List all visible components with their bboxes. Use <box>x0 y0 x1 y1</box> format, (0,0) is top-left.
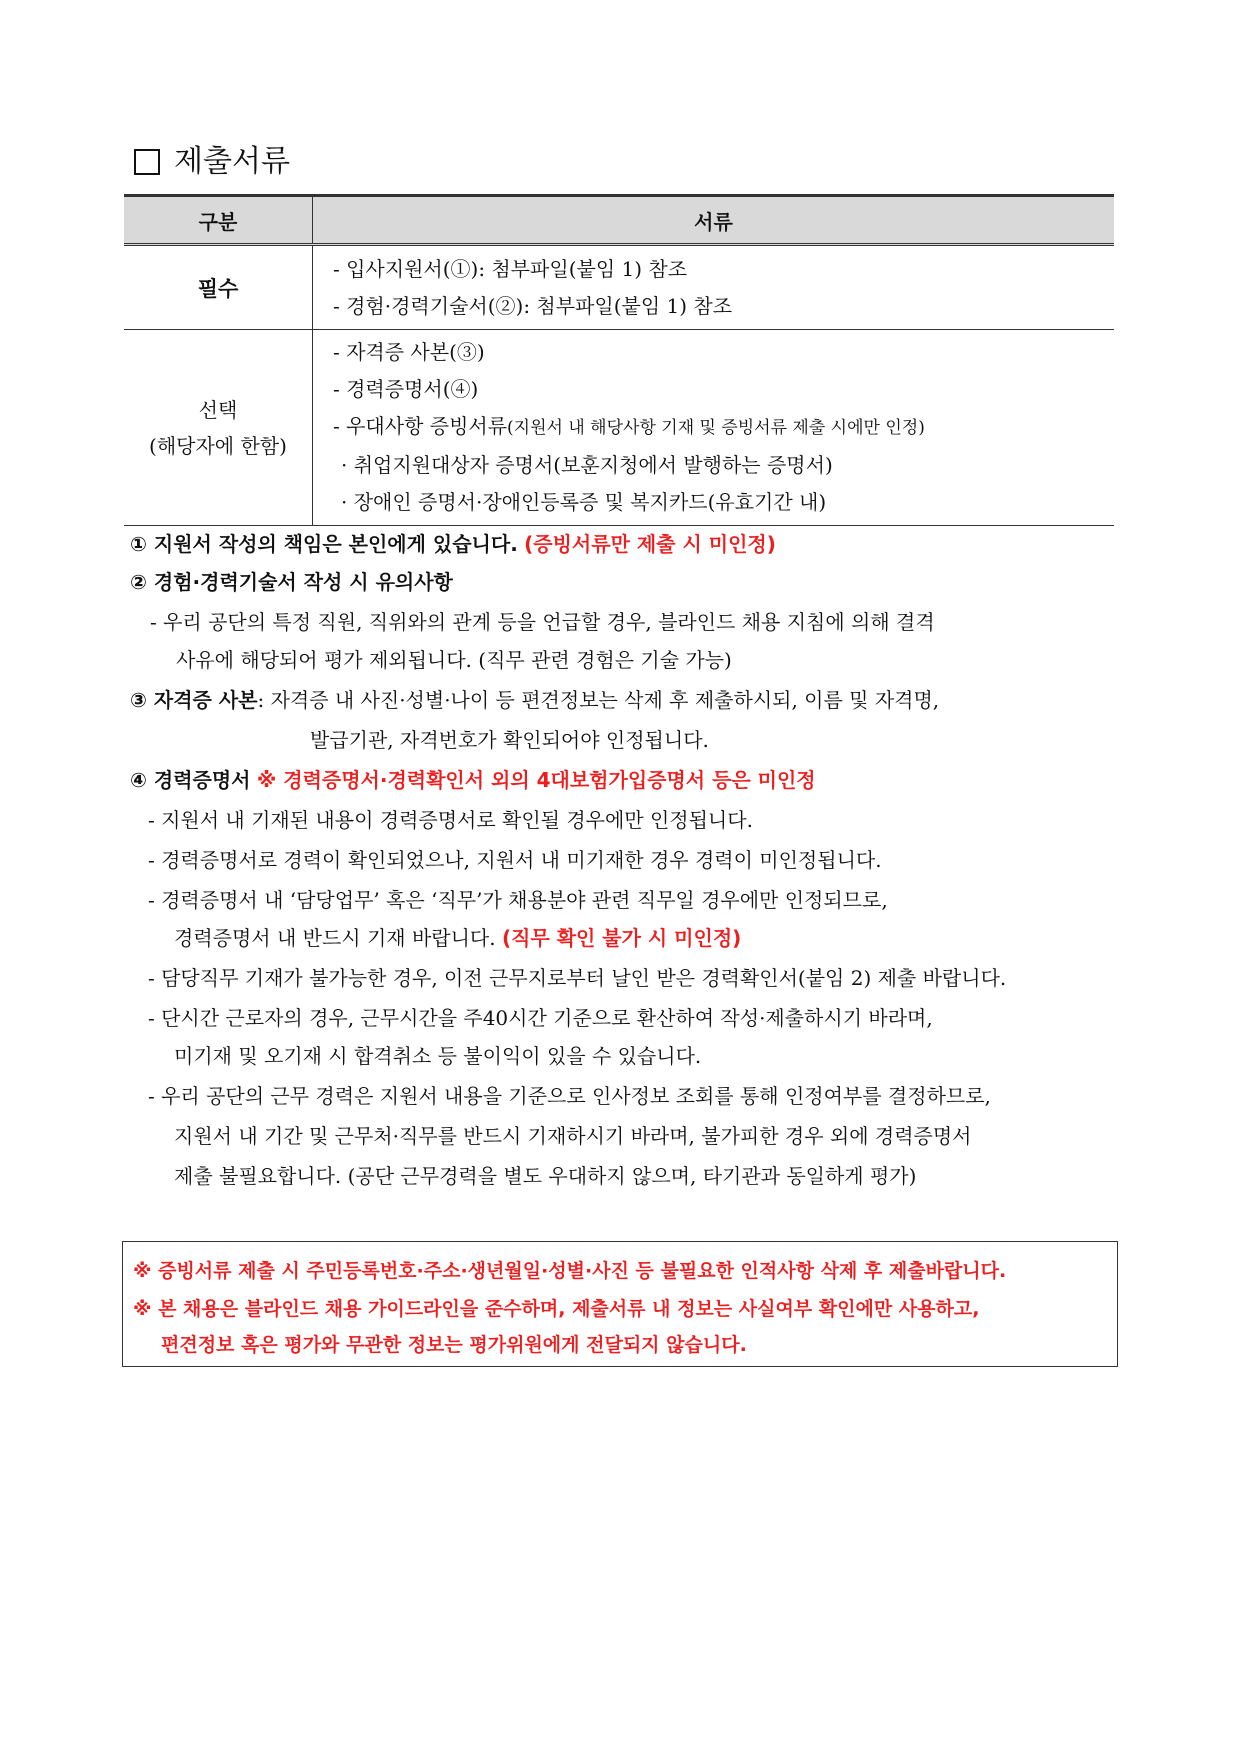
note-4-line-warning: (직무 확인 불가 시 미인정) <box>501 926 742 950</box>
empty-checkbox-icon <box>134 149 160 175</box>
note-3-heading: ③ 자격증 사본 <box>130 688 258 712</box>
note-4 <box>130 764 816 793</box>
list-item-note: (지원서 내 해당사항 기재 및 증빙서류 제출 시에만 인정) <box>507 418 925 438</box>
note-2-line: - 우리 공단의 특정 직원, 직위와의 관계 등을 언급할 경우, 블라인드 채용 지침에 의해 결격 <box>150 610 935 634</box>
list-item: - 경력증명서(④) <box>333 377 479 401</box>
optional-label-note: (해당자에 한함) <box>149 433 287 458</box>
note-4-line: 지원서 내 기간 및 근무처·직무를 반드시 기재하시기 바라며, 불가피한 경우 외에 경력증명서 <box>174 1124 972 1148</box>
list-item: - 자격증 사본(③) <box>333 340 485 364</box>
list-item: - 경험·경력기술서(②): 첨부파일(붙임 1) 참조 <box>333 293 733 318</box>
optional-items-cell <box>313 330 1115 526</box>
optional-label: 선택 <box>198 397 238 422</box>
note-2-line: 사유에 해당되어 평가 제외됩니다. (직무 관련 경험은 기술 가능) <box>176 648 732 672</box>
note-4-line: - 경력증명서 내 ‘담당업무’ 혹은 ‘직무’가 채용분야 관련 직무일 경우에만 인정되므로, <box>148 888 888 912</box>
note-1-text: ① 지원서 작성의 책임은 본인에게 있습니다. <box>130 532 518 556</box>
note-1 <box>130 528 776 557</box>
notice-line: ※ 증빙서류 제출 시 주민등록번호·주소·생년월일·성별·사진 등 불필요한 인적사항 삭제 후 제출바랍니다. <box>133 1260 1007 1282</box>
table-header-row <box>124 196 1114 245</box>
note-3-text: : 자격증 내 사진·성별·나이 등 편견정보는 삭제 후 제출하시되, 이름 및 자격명, <box>257 688 940 712</box>
note-4-line: - 경력증명서로 경력이 확인되었으나, 지원서 내 미기재한 경우 경력이 미인정됩니다. <box>148 848 882 872</box>
note-4-line: 제출 불필요합니다. (공단 근무경력을 별도 우대하지 않으며, 타기관과 동일하게 평가) <box>174 1164 917 1188</box>
list-item-text: - 우대사항 증빙서류 <box>333 414 508 438</box>
required-label-cell <box>124 245 313 330</box>
table-row-optional <box>124 330 1114 526</box>
notice-line: ※ 본 채용은 블라인드 채용 가이드라인을 준수하며, 제출서류 내 정보는 사실여부 확인에만 사용하고, <box>133 1298 980 1320</box>
table-row-required <box>124 245 1114 330</box>
notice-line: 편견정보 혹은 평가와 무관한 정보는 평가위원에게 전달되지 않습니다. <box>161 1334 747 1356</box>
note-4-warning: ※ 경력증명서·경력확인서 외의 4대보험가입증명서 등은 미인정 <box>256 768 816 792</box>
list-item: · 장애인 증명서·장애인등록증 및 복지카드(유효기간 내) <box>341 490 827 514</box>
note-4-line: - 지원서 내 기재된 내용이 경력증명서로 확인될 경우에만 인정됩니다. <box>148 808 753 832</box>
required-items-cell <box>313 245 1115 330</box>
note-4-line: - 담당직무 기재가 불가능한 경우, 이전 근무지로부터 날인 받은 경력확인서(붙임 2) 제출 바랍니다. <box>148 966 1007 990</box>
note-1-warning: (증빙서류만 제출 시 미인정) <box>524 532 776 556</box>
documents-table <box>124 194 1114 526</box>
note-4-heading: ④ 경력증명서 <box>130 768 251 792</box>
list-item: · 취업지원대상자 증명서(보훈지청에서 발행하는 증명서) <box>341 453 833 477</box>
note-4-line <box>174 922 741 951</box>
header-documents: 서류 <box>313 196 1115 245</box>
note-4-line: 미기재 및 오기재 시 합격취소 등 불이익이 있을 수 있습니다. <box>174 1044 702 1068</box>
optional-label-cell <box>124 330 313 526</box>
list-item: - 입사지원서(①): 첨부파일(붙임 1) 참조 <box>333 256 688 281</box>
header-category: 구분 <box>124 196 313 245</box>
section-title <box>134 142 290 182</box>
list-item <box>333 408 1113 447</box>
note-4-line: - 우리 공단의 근무 경력은 지원서 내용을 기준으로 인사정보 조회를 통해 인정여부를 결정하므로, <box>148 1084 991 1108</box>
required-label: 필수 <box>197 276 239 301</box>
section-title-text: 제출서류 <box>174 144 290 179</box>
note-4-line: - 단시간 근로자의 경우, 근무시간을 주40시간 기준으로 환산하여 작성·제출하시기 바라며, <box>148 1006 933 1030</box>
note-4-line-text: 경력증명서 내 반드시 기재 바랍니다. <box>174 926 496 950</box>
note-3-line: 발급기관, 자격번호가 확인되어야 인정됩니다. <box>310 728 709 752</box>
note-2-heading: ② 경험·경력기술서 작성 시 유의사항 <box>130 570 453 594</box>
notice-box <box>122 1241 1118 1367</box>
note-3 <box>130 684 939 713</box>
